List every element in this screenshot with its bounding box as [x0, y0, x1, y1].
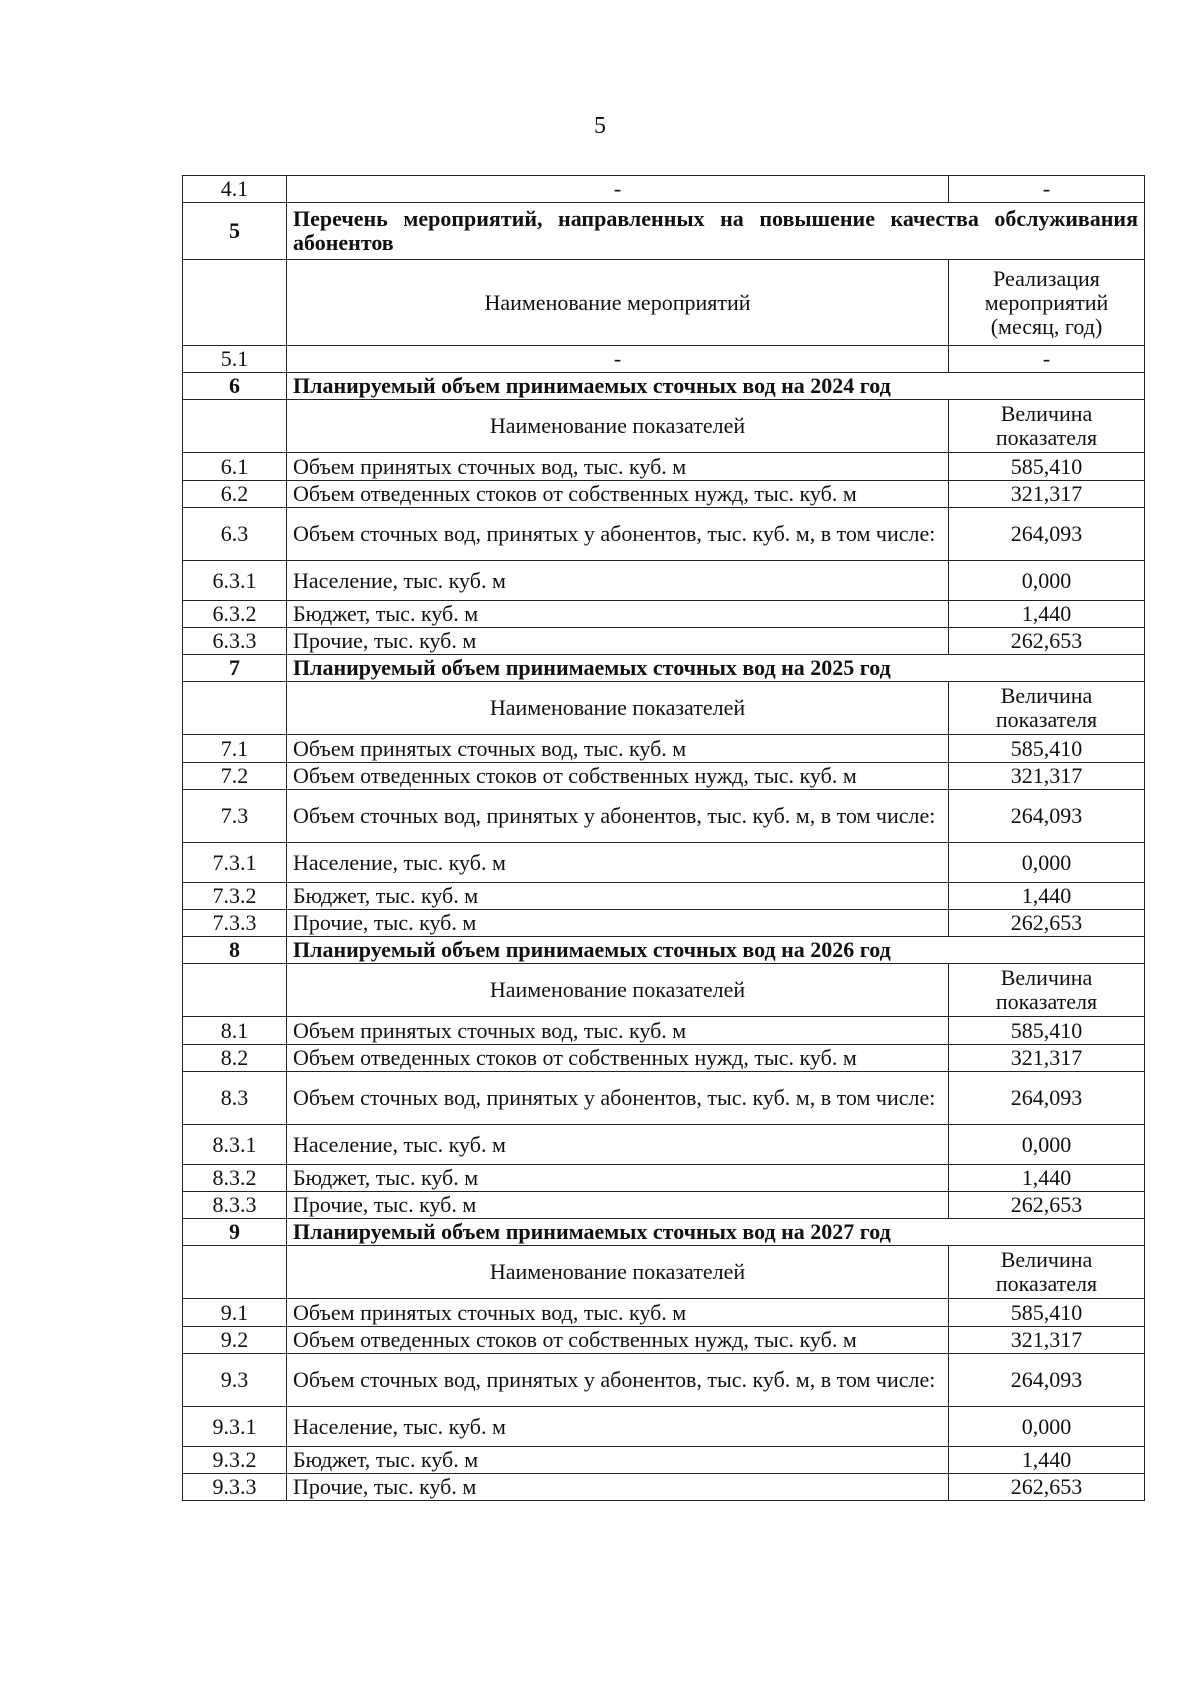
section-number: 9 [183, 1219, 287, 1246]
row-value: 585,410 [949, 735, 1145, 763]
empty-cell [183, 260, 287, 346]
row-name: Объем отведенных стоков от собственных нужд, тыс. куб. м [287, 1327, 949, 1354]
column-header-name: Наименование мероприятий [287, 260, 949, 346]
row-value: 321,317 [949, 481, 1145, 508]
row-name: Прочие, тыс. куб. м [287, 1474, 949, 1501]
row-value: 1,440 [949, 1447, 1145, 1474]
row-name: Бюджет, тыс. куб. м [287, 1165, 949, 1192]
section-title: Перечень мероприятий, направленных на повышение качества обслуживания абонентов [287, 203, 1145, 260]
row-number: 8.3.1 [183, 1125, 287, 1165]
row-number: 8.3.3 [183, 1192, 287, 1219]
table-row [183, 481, 1145, 508]
row-number: 5.1 [183, 346, 287, 373]
section-number: 6 [183, 373, 287, 400]
row-name: Прочие, тыс. куб. м [287, 910, 949, 937]
row-name: Объем сточных вод, принятых у абонентов, тыс. куб. м, в том числе: [287, 1072, 949, 1125]
table-row [183, 843, 1145, 883]
row-number: 4.1 [183, 176, 287, 203]
row-number: 6.3.1 [183, 561, 287, 601]
row-name: Объем принятых сточных вод, тыс. куб. м [287, 1299, 949, 1327]
section-title: Планируемый объем принимаемых сточных вод на 2024 год [287, 373, 1145, 400]
table-row [183, 790, 1145, 843]
section-number: 5 [183, 203, 287, 260]
table-row [183, 628, 1145, 655]
row-name: Объем принятых сточных вод, тыс. куб. м [287, 735, 949, 763]
section-header-row [183, 1219, 1145, 1246]
row-value: 585,410 [949, 453, 1145, 481]
row-value: 0,000 [949, 561, 1145, 601]
column-header-name: Наименование показателей [287, 400, 949, 453]
row-number: 6.2 [183, 481, 287, 508]
row-value: 264,093 [949, 1354, 1145, 1407]
column-header-row [183, 1246, 1145, 1299]
row-value: 585,410 [949, 1017, 1145, 1045]
page-number: 5 [594, 113, 606, 139]
row-value: 585,410 [949, 1299, 1145, 1327]
row-number: 6.1 [183, 453, 287, 481]
empty-cell [183, 964, 287, 1017]
row-number: 6.3 [183, 508, 287, 561]
row-value: 264,093 [949, 1072, 1145, 1125]
table-row [183, 1072, 1145, 1125]
table-row [183, 1447, 1145, 1474]
row-value: 321,317 [949, 763, 1145, 790]
row-number: 7.3 [183, 790, 287, 843]
column-header-row [183, 260, 1145, 346]
section-header-row [183, 203, 1145, 260]
table-row [183, 1299, 1145, 1327]
table-row [183, 453, 1145, 481]
table-row [183, 346, 1145, 373]
column-header-row [183, 964, 1145, 1017]
empty-cell [183, 400, 287, 453]
row-number: 7.2 [183, 763, 287, 790]
section-title: Планируемый объем принимаемых сточных вод на 2027 год [287, 1219, 1145, 1246]
row-name: Прочие, тыс. куб. м [287, 628, 949, 655]
row-number: 6.3.2 [183, 601, 287, 628]
row-number: 8.2 [183, 1045, 287, 1072]
table-row [183, 1407, 1145, 1447]
row-name: Бюджет, тыс. куб. м [287, 1447, 949, 1474]
table-row [183, 1354, 1145, 1407]
table-row [183, 1474, 1145, 1501]
row-name: - [287, 176, 949, 203]
row-number: 7.3.1 [183, 843, 287, 883]
row-name: Объем сточных вод, принятых у абонентов, тыс. куб. м, в том числе: [287, 508, 949, 561]
table-row [183, 763, 1145, 790]
row-number: 8.3 [183, 1072, 287, 1125]
column-header-value: Величина показателя [949, 400, 1145, 453]
row-value: 262,653 [949, 910, 1145, 937]
row-name: - [287, 346, 949, 373]
row-name: Бюджет, тыс. куб. м [287, 601, 949, 628]
row-number: 9.3 [183, 1354, 287, 1407]
row-number: 8.1 [183, 1017, 287, 1045]
row-number: 9.3.3 [183, 1474, 287, 1501]
row-number: 8.3.2 [183, 1165, 287, 1192]
row-value: 262,653 [949, 1192, 1145, 1219]
row-name: Население, тыс. куб. м [287, 1407, 949, 1447]
row-number: 6.3.3 [183, 628, 287, 655]
row-value: 1,440 [949, 883, 1145, 910]
row-value: 321,317 [949, 1327, 1145, 1354]
table-row [183, 1327, 1145, 1354]
column-header-value: Величина показателя [949, 964, 1145, 1017]
row-value: 264,093 [949, 508, 1145, 561]
row-value: - [949, 346, 1145, 373]
row-value: 1,440 [949, 601, 1145, 628]
table-row [183, 1165, 1145, 1192]
row-number: 7.1 [183, 735, 287, 763]
row-number: 7.3.2 [183, 883, 287, 910]
table-row [183, 1045, 1145, 1072]
column-header-name: Наименование показателей [287, 682, 949, 735]
row-number: 7.3.3 [183, 910, 287, 937]
row-name: Объем сточных вод, принятых у абонентов, тыс. куб. м, в том числе: [287, 790, 949, 843]
column-header-name: Наименование показателей [287, 1246, 949, 1299]
row-name: Объем сточных вод, принятых у абонентов, тыс. куб. м, в том числе: [287, 1354, 949, 1407]
column-header-row [183, 400, 1145, 453]
sections-body [183, 373, 1145, 1501]
column-header-row [183, 682, 1145, 735]
row-name: Население, тыс. куб. м [287, 1125, 949, 1165]
table-row [183, 561, 1145, 601]
row-name: Прочие, тыс. куб. м [287, 1192, 949, 1219]
table-row [183, 1125, 1145, 1165]
section-number: 7 [183, 655, 287, 682]
row-value: - [949, 176, 1145, 203]
row-value: 262,653 [949, 1474, 1145, 1501]
table-row [183, 1192, 1145, 1219]
table-row [183, 176, 1145, 203]
table-row [183, 910, 1145, 937]
row-name: Объем отведенных стоков от собственных нужд, тыс. куб. м [287, 1045, 949, 1072]
table-row [183, 883, 1145, 910]
row-number: 9.3.1 [183, 1407, 287, 1447]
row-number: 9.2 [183, 1327, 287, 1354]
section-title: Планируемый объем принимаемых сточных вод на 2026 год [287, 937, 1145, 964]
row-value: 321,317 [949, 1045, 1145, 1072]
row-value: 0,000 [949, 1407, 1145, 1447]
row-value: 264,093 [949, 790, 1145, 843]
section-header-row [183, 373, 1145, 400]
table-row [183, 508, 1145, 561]
row-name: Объем принятых сточных вод, тыс. куб. м [287, 453, 949, 481]
row-value: 262,653 [949, 628, 1145, 655]
row-value: 0,000 [949, 843, 1145, 883]
column-header-value: Реализация мероприятий (месяц, год) [949, 260, 1145, 346]
row-number: 9.1 [183, 1299, 287, 1327]
column-header-value: Величина показателя [949, 1246, 1145, 1299]
row-value: 0,000 [949, 1125, 1145, 1165]
section-header-row [183, 655, 1145, 682]
row-name: Население, тыс. куб. м [287, 843, 949, 883]
section-header-row [183, 937, 1145, 964]
column-header-value: Величина показателя [949, 682, 1145, 735]
section-title: Планируемый объем принимаемых сточных вод на 2025 год [287, 655, 1145, 682]
row-name: Объем отведенных стоков от собственных нужд, тыс. куб. м [287, 763, 949, 790]
table-row [183, 601, 1145, 628]
row-name: Объем принятых сточных вод, тыс. куб. м [287, 1017, 949, 1045]
column-header-name: Наименование показателей [287, 964, 949, 1017]
table-row [183, 735, 1145, 763]
row-name: Бюджет, тыс. куб. м [287, 883, 949, 910]
empty-cell [183, 1246, 287, 1299]
row-value: 1,440 [949, 1165, 1145, 1192]
table-row [183, 1017, 1145, 1045]
row-name: Объем отведенных стоков от собственных нужд, тыс. куб. м [287, 481, 949, 508]
empty-cell [183, 682, 287, 735]
plan-table [182, 175, 1145, 1501]
row-number: 9.3.2 [183, 1447, 287, 1474]
row-name: Население, тыс. куб. м [287, 561, 949, 601]
section-number: 8 [183, 937, 287, 964]
